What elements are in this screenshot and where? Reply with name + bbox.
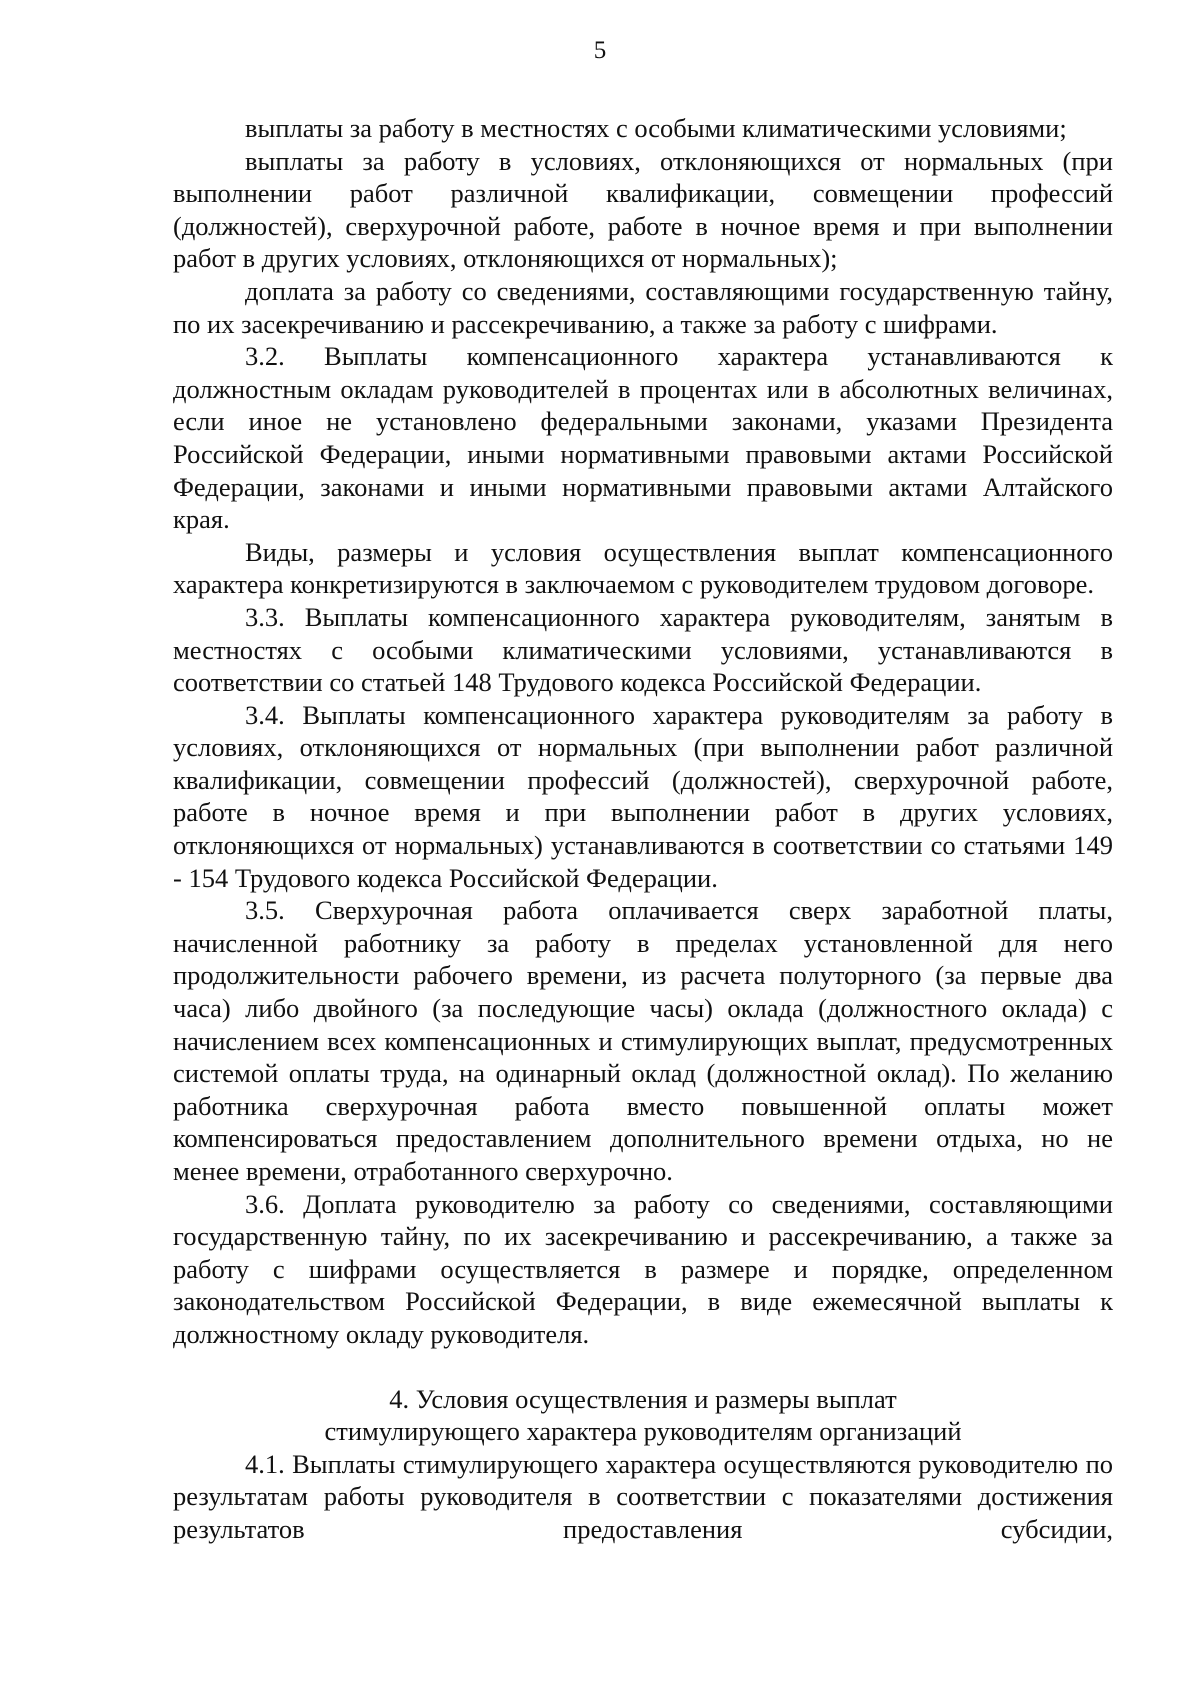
paragraph-3-5: 3.5. Сверхурочная работа оплачивается сверх заработной платы, начисленной работнику за работу в пределах установленной для него продолжительности рабочего времени, из расчета полуторного (за первые два часа) либо двойного (за последующие часы) оклада (должностного оклада) с начислением всех компенсационных и стимулирующих выплат, предусмотренных системой оплаты труда, на одинарный оклад (должностной оклад). По желанию работника сверхурочная работа вместо повышенной оплаты может компенсироваться предоставлением дополнительного времени отдыха, но не менее времени, отработанного сверхурочно. <box>173 895 1113 1186</box>
paragraph-types-of-payments: Виды, размеры и условия осуществления выплат компенсационного характера конкретизируются в заключаемом с руководителем трудовом договоре. <box>173 536 1113 600</box>
paragraph-3-3: 3.3. Выплаты компенсационного характера руководителям, занятым в местностях с особыми климатическими условиями, устанавливаются в соответствии со статьей 148 Трудового кодекса Российской Федерации. <box>173 601 1113 698</box>
paragraph-3-6: 3.6. Доплата руководителю за работу со сведениями, составляющими государственную тайну, по их засекречиванию и рассекречиванию, а также за работу с шифрами осуществляется в размере и порядке, определенном законодательством Российской Федерации, в виде ежемесячной выплаты к должностному окладу руководителя. <box>173 1188 1113 1349</box>
paragraph-4-1: 4.1. Выплаты стимулирующего характера осуществляются руководителю по результатам работы руководителя в соответствии с показателями достижения результатов предоставления субсидии, <box>173 1448 1113 1544</box>
paragraph-climatic-payments: выплаты за работу в местностях с особыми климатическими условиями; <box>245 113 1067 143</box>
paragraph-3-2: 3.2. Выплаты компенсационного характера устанавливаются к должностным окладам руководителей в процентах или в абсолютных величинах, если иное не установлено федеральными законами, указами Президента Российской Федерации, иными нормативными правовыми актами Российской Федерации, законами и иными нормативными правовыми актами Алтайского края. <box>173 341 1113 535</box>
paragraph-state-secret-allowance: доплата за работу со сведениями, составляющими государственную тайну, по их засекречиванию и рассекречиванию, а также за работу с шифрами. <box>173 275 1113 339</box>
section-gap <box>173 1351 1113 1383</box>
document-body <box>173 112 1113 1546</box>
section-heading-line-1: 4. Условия осуществления и размеры выплат <box>389 1383 897 1414</box>
paragraph-3-4: 3.4. Выплаты компенсационного характера руководителям за работу в условиях, отклоняющихся от нормальных (при выполнении работ различной квалификации, совмещении профессий (должностей), сверхурочной работе, работе в ночное время и при выполнении работ в других условиях, отклоняющихся от нормальных) устанавливаются в соответствии со статьями 149 - 154 Трудового кодекса Российской Федерации. <box>173 699 1113 893</box>
paragraph-abnormal-conditions-payments: выплаты за работу в условиях, отклоняющихся от нормальных (при выполнении работ различной квалификации, совмещении профессий (должностей), сверхурочной работе, работе в ночное время и при выполнении работ в других условиях, отклоняющихся от нормальных); <box>173 145 1113 274</box>
page-number: 5 <box>593 37 607 64</box>
section-heading-line-2: стимулирующего характера руководителям организаций <box>324 1416 962 1447</box>
